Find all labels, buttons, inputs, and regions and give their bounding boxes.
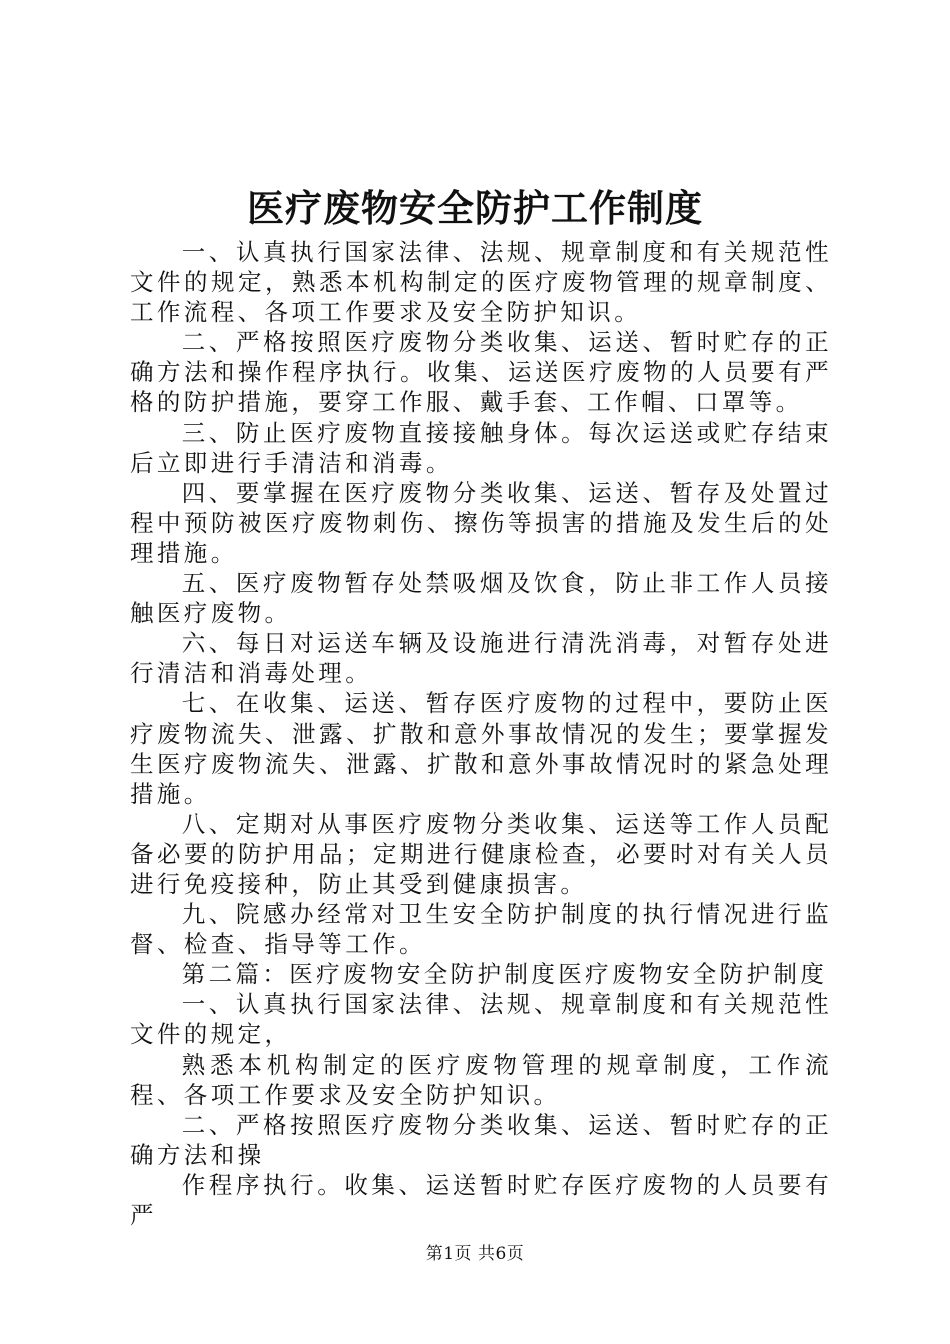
paragraph-1: 一、认真执行国家法律、法规、规章制度和有关规范性文件的规定，熟悉本机构制定的医疗废物管理的规章制度、工作流程、各项工作要求及安全防护知识。 xyxy=(130,238,832,327)
paragraph-5: 五、医疗废物暂存处禁吸烟及饮食，防止非工作人员接触医疗废物。 xyxy=(130,569,832,628)
document-body xyxy=(130,237,832,1230)
section-heading-part-two: 第二篇：医疗废物安全防护制度医疗废物安全防护制度 xyxy=(181,960,828,989)
paragraph-4: 四、要掌握在医疗废物分类收集、运送、暂存及处置过程中预防被医疗废物刺伤、擦伤等损害的措施及发生后的处理措施。 xyxy=(130,478,832,567)
paragraph-7: 七、在收集、运送、暂存医疗废物的过程中，要防止医疗废物流失、泄露、扩散和意外事故情况的发生；要掌握发生医疗废物流失、泄露、扩散和意外事故情况时的紧急处理措施。 xyxy=(130,689,832,808)
paragraph-10: 一、认真执行国家法律、法规、规章制度和有关规范性文件的规定， xyxy=(130,990,832,1049)
paragraph-8: 八、定期对从事医疗废物分类收集、运送等工作人员配备必要的防护用品；定期进行健康检查，必要时对有关人员进行免疫接种，防止其受到健康损害。 xyxy=(130,809,832,898)
paragraph-6: 六、每日对运送车辆及设施进行清洗消毒，对暂存处进行清洁和消毒处理。 xyxy=(130,629,832,688)
paragraph-13: 作程序执行。收集、运送暂时贮存医疗废物的人员要有严 xyxy=(130,1170,832,1229)
paragraph-12: 二、严格按照医疗废物分类收集、运送、暂时贮存的正确方法和操 xyxy=(130,1110,832,1169)
paragraph-11: 熟悉本机构制定的医疗废物管理的规章制度，工作流程、各项工作要求及安全防护知识。 xyxy=(130,1050,832,1109)
document-title: 医疗废物安全防护工作制度 xyxy=(247,186,703,230)
paragraph-9: 九、院感办经常对卫生安全防护制度的执行情况进行监督、检查、指导等工作。 xyxy=(130,900,832,959)
page-number: 第1页 共6页 xyxy=(425,1244,525,1264)
paragraph-3: 三、防止医疗废物直接接触身体。每次运送或贮存结束后立即进行手清洁和消毒。 xyxy=(130,418,832,477)
paragraph-2: 二、严格按照医疗废物分类收集、运送、暂时贮存的正确方法和操作程序执行。收集、运送医疗废物的人员要有严格的防护措施，要穿工作服、戴手套、工作帽、口罩等。 xyxy=(130,328,832,417)
